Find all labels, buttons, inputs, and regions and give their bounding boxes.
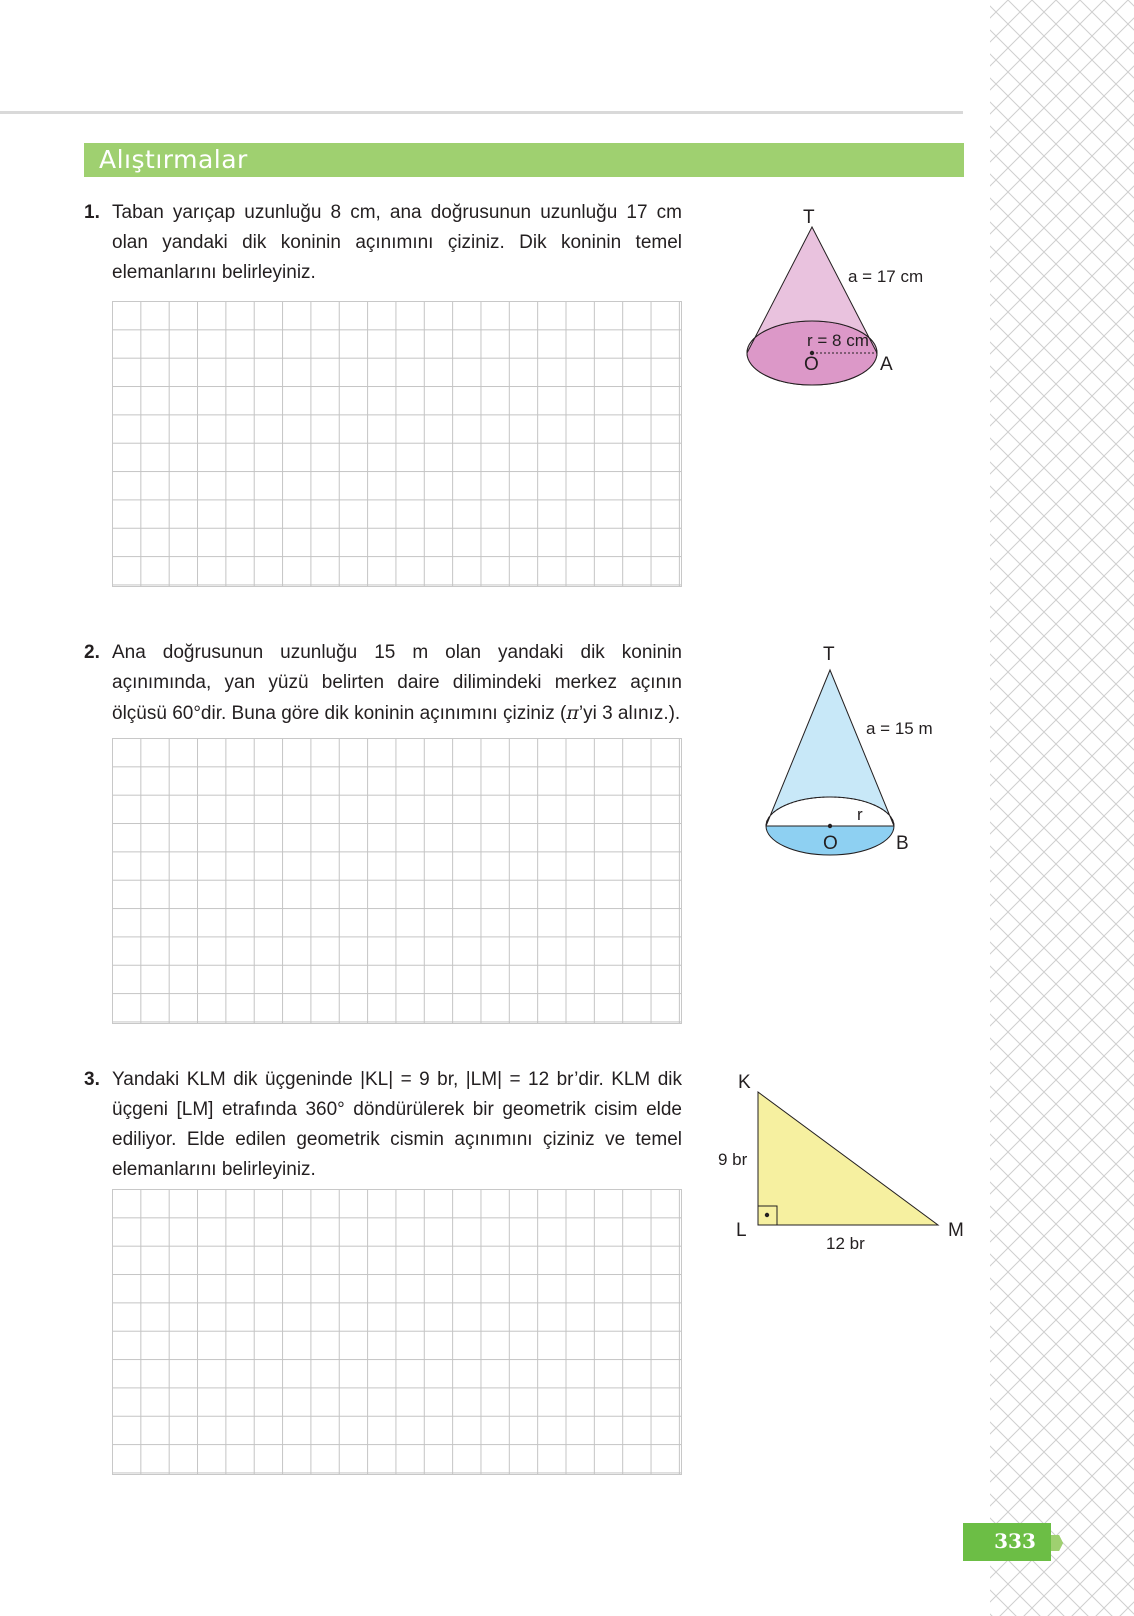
cone-1-center-label: O <box>804 354 819 375</box>
cone-figure-1 <box>740 200 980 400</box>
question-2-text-end: ’yi 3 alınız.). <box>578 703 681 724</box>
top-rule <box>0 111 963 114</box>
vertex-l-label: L <box>736 1220 747 1241</box>
cone-2-side <box>766 670 894 826</box>
question-2-number: 2. <box>84 642 100 663</box>
page-number: 333 <box>994 1529 1036 1553</box>
cone-1-edge-label: A <box>880 354 893 375</box>
answer-grid-3[interactable] <box>112 1189 682 1475</box>
cone-2-edge-label: B <box>896 833 909 854</box>
cone-1-radius-label: r = 8 cm <box>807 331 869 350</box>
section-title: Alıştırmalar <box>99 145 248 174</box>
question-1-text: Taban yarıçap uzunluğu 8 cm, ana doğrusunun uzunluğu 17 cm olan yandaki dik koninin açınımını çiziniz. Dik koninin temel elemanlarını belirleyiniz. <box>112 202 682 283</box>
question-3-number: 3. <box>84 1069 100 1090</box>
side-lm-label: 12 br <box>826 1234 865 1253</box>
question-1-number: 1. <box>84 202 100 223</box>
triangle-klm <box>758 1092 938 1225</box>
cone-2-center-label: O <box>823 833 838 854</box>
vertex-k-label: K <box>738 1072 751 1093</box>
triangle-figure-klm <box>710 1065 970 1255</box>
answer-grid-2[interactable] <box>112 738 682 1024</box>
vertex-m-label: M <box>948 1220 964 1241</box>
cone-2-center-dot <box>828 824 832 828</box>
cone-2-slant-label: a = 15 m <box>866 719 933 738</box>
answer-grid-1[interactable] <box>112 301 682 587</box>
cone-2-radius-label: r <box>857 805 863 824</box>
cone-1-slant-label: a = 17 cm <box>848 267 924 286</box>
side-kl-label: 9 br <box>718 1150 748 1169</box>
pi-symbol: π <box>566 702 579 724</box>
cone-1-apex-label: T <box>803 207 815 228</box>
cone-figure-2 <box>740 640 980 870</box>
question-2-text <box>112 638 682 729</box>
question-3-text: Yandaki KLM dik üçgeninde |KL| = 9 br, |LM| = 12 br’dir. KLM dik üçgeni [LM] etrafında 360° döndürülerek bir geometrik cisim elde ediliyor. Elde edilen geometrik cismin açınımını çiziniz ve temel elemanlarını belirleyiniz. <box>112 1069 682 1180</box>
question-2-text-start: Ana doğrusunun uzunluğu 15 m olan yandaki dik koninin açınımında, yan yüzü belirten daire dilimindeki merkez açının ölçüsü 60°dir. Buna göre dik koninin açınımını çiziniz ( <box>112 642 682 724</box>
right-angle-dot <box>765 1213 769 1217</box>
cone-2-apex-label: T <box>823 644 835 665</box>
